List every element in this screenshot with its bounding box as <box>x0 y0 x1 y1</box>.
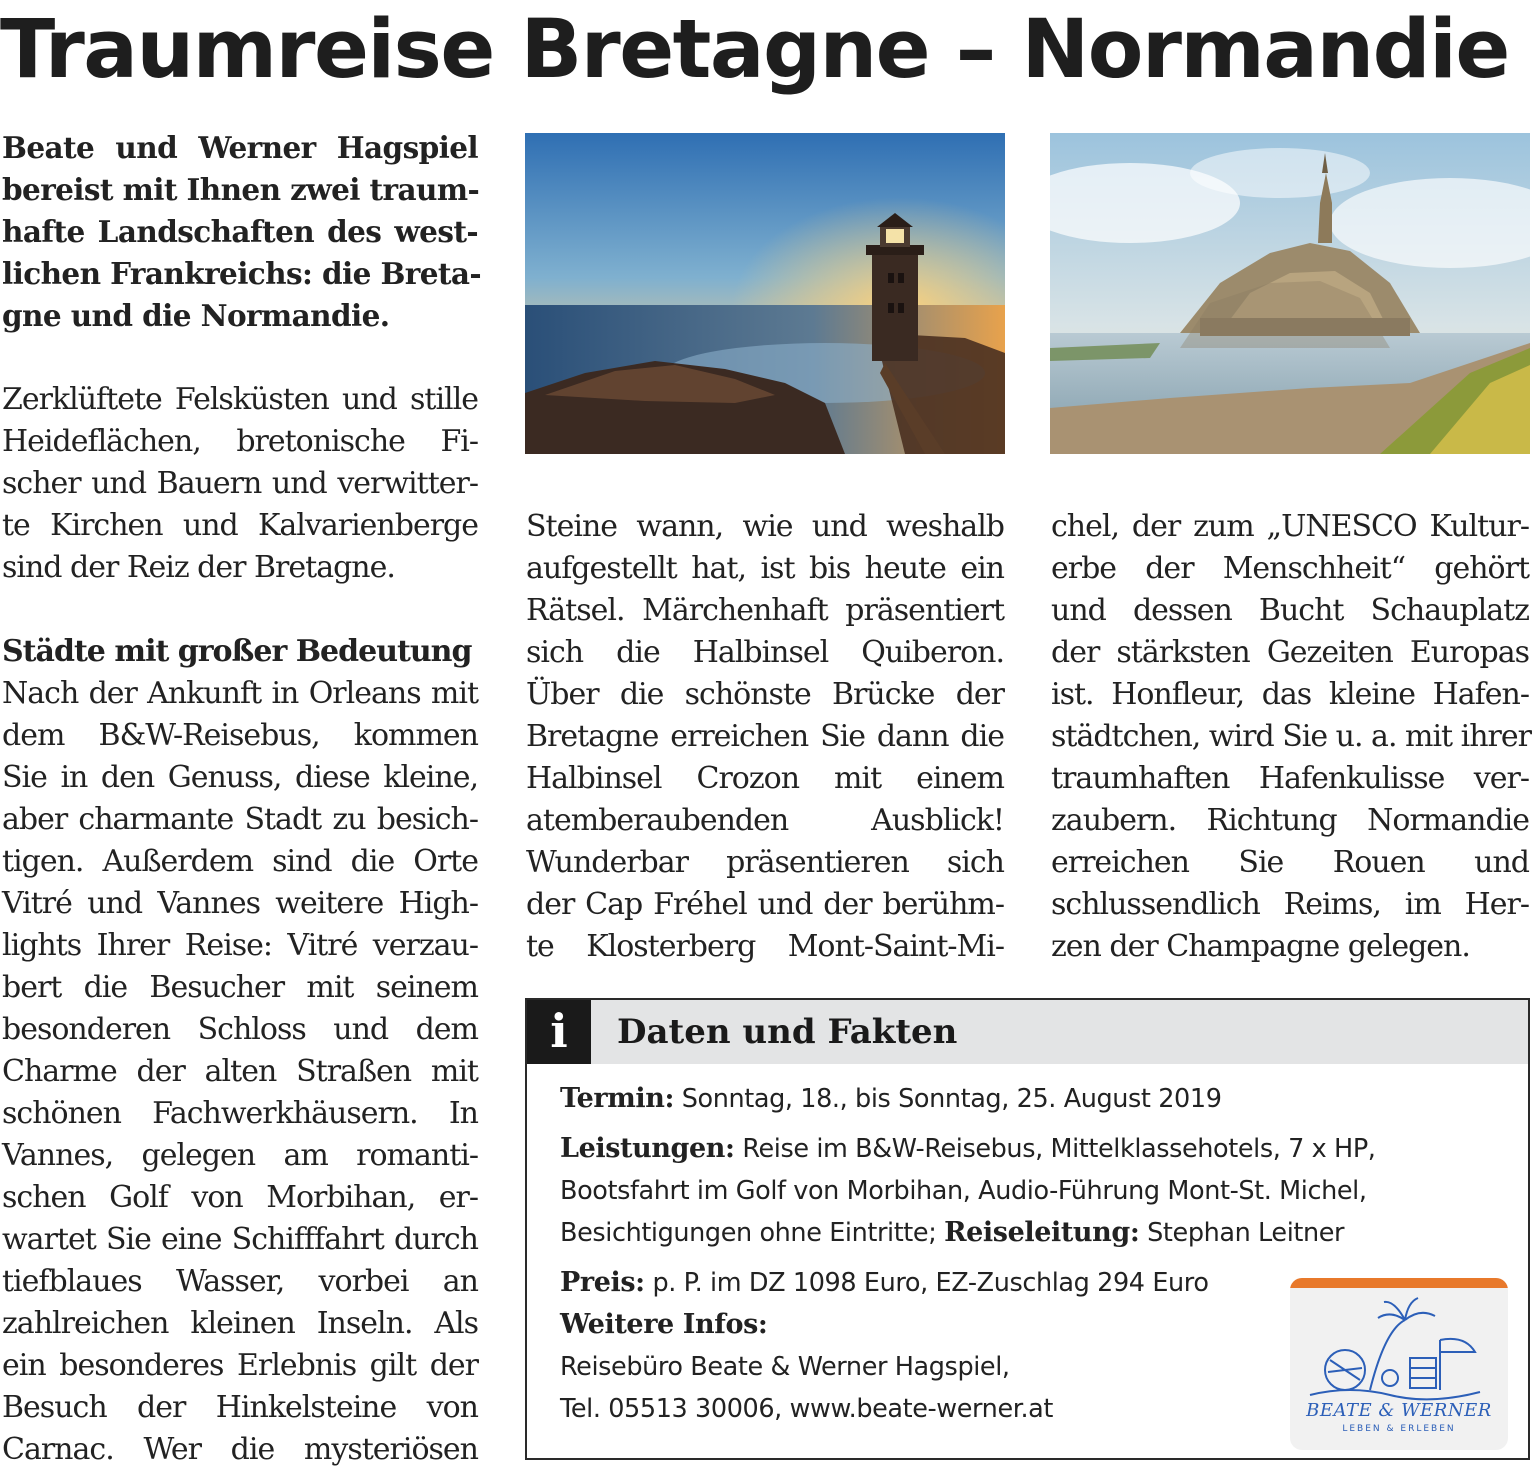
body-line: Halbinsel Crozon mit einem <box>526 761 1004 796</box>
body-line: ein besonderes Erlebnis gilt der <box>2 1348 478 1383</box>
body-line: städtchen, wird Sie u. a. mit ihrer <box>1051 719 1531 754</box>
body-line: lights Ihrer Reise: Vitré verzau- <box>2 928 478 963</box>
body-line: Wunderbar präsentieren sich <box>526 845 1004 880</box>
termin-value: Sonntag, 18., bis Sonntag, 25. August 2019 <box>674 1084 1222 1114</box>
body-line: erbe der Menschheit“ gehört <box>1051 551 1529 586</box>
body-line: Zerklüftete Felsküsten und stille <box>2 382 478 417</box>
facts-leistungen <box>560 1128 1520 1170</box>
lead-line: hafte Landschaften des west- <box>2 214 478 249</box>
body-line: traumhaften Hafenkulisse ver- <box>1051 761 1529 796</box>
body-line: der stärksten Gezeiten Europas <box>1051 635 1529 670</box>
body-line: te Klosterberg Mont-Saint-Mi- <box>526 929 1004 964</box>
termin-label: Termin: <box>560 1083 675 1114</box>
body-line: Steine wann, wie und weshalb <box>526 509 1004 544</box>
logo-tagline: LEBEN & ERLEBEN <box>1342 1424 1456 1434</box>
body-line: tiefblaues Wasser, vorbei an <box>2 1264 478 1299</box>
body-line: Rätsel. Märchenhaft präsentiert <box>526 593 1004 628</box>
column-1 <box>2 127 482 1471</box>
body-line: scher und Bauern und verwitter- <box>2 466 478 501</box>
body-line: zaubern. Richtung Normandie <box>1051 803 1529 838</box>
body-line: Vannes, gelegen am romanti- <box>2 1138 478 1173</box>
body-line: und dessen Bucht Schauplatz <box>1051 593 1529 628</box>
body-line: aufgestellt hat, ist bis heute ein <box>526 551 1004 586</box>
body-line: Sie in den Genuss, diese kleine, <box>2 760 478 795</box>
section-subheading: Städte mit großer Bedeutung <box>2 634 472 669</box>
body-line: ist. Honfleur, das kleine Hafen- <box>1051 677 1529 712</box>
article-title: Traumreise Bretagne – Normandie <box>0 3 1509 97</box>
lead-line: gne und die Normandie. <box>2 298 390 333</box>
column-2 <box>526 506 1004 968</box>
leistungen-label: Leistungen: <box>560 1133 735 1164</box>
body-line: besonderen Schloss und dem <box>2 1012 478 1047</box>
body-line: sind der Reiz der Bretagne. <box>2 550 395 585</box>
logo-name: BEATE & WERNER <box>1306 1400 1492 1421</box>
facts-header <box>527 1000 1528 1064</box>
body-line: Charme der alten Straßen mit <box>2 1054 478 1089</box>
col1-body <box>2 673 478 1471</box>
reiseleitung-value: Stephan Leitner <box>1139 1218 1345 1248</box>
body-line: dem B&W-Reisebus, kommen <box>2 718 478 753</box>
beach-illustration-icon <box>1290 1290 1508 1410</box>
body-line: Heideflächen, bretonische Fi- <box>2 424 478 459</box>
leistungen-line: Besichtigungen ohne Eintritte; <box>560 1218 945 1248</box>
facts-termin <box>560 1078 1520 1120</box>
logo-accent-stripe <box>1290 1278 1508 1288</box>
body-line: atemberaubenden Ausblick! <box>526 803 1004 838</box>
body-line: bert die Besucher mit seinem <box>2 970 478 1005</box>
body-line: tigen. Außerdem sind die Orte <box>2 844 478 879</box>
infos-contact: Tel. 05513 30006, www.beate-werner.at <box>560 1394 1054 1424</box>
lighthouse-photo <box>525 133 1005 454</box>
body-line: aber charmante Stadt zu besich- <box>2 802 478 837</box>
leistungen-value: Reise im B&W-Reisebus, Mittelklassehotels, 7 x HP, <box>734 1134 1376 1164</box>
infos-address: Reisebüro Beate & Werner Hagspiel, <box>560 1352 1010 1382</box>
reiseleitung-label: Reiseleitung: <box>944 1217 1140 1248</box>
facts-heading: Daten und Fakten <box>617 1012 958 1052</box>
body-line: Besuch der Hinkelsteine von <box>2 1390 478 1425</box>
body-line: Nach der Ankunft in Orleans mit <box>2 676 478 711</box>
leistungen-line: Bootsfahrt im Golf von Morbihan, Audio-Führung Mont-St. Michel, <box>560 1176 1367 1206</box>
infos-label: Weitere Infos: <box>560 1309 768 1340</box>
preis-label: Preis: <box>560 1267 645 1298</box>
lead-paragraph <box>2 127 482 337</box>
body-line: schlussendlich Reims, im Her- <box>1051 887 1529 922</box>
body-line: wartet Sie eine Schifffahrt durch <box>2 1222 478 1257</box>
body-line: Vitré und Vannes weitere High- <box>2 886 478 921</box>
body-line: te Kirchen und Kalvarienberge <box>2 508 478 543</box>
body-line: schönen Fachwerkhäusern. In <box>2 1096 478 1131</box>
facts-leistungen-reiseleitung <box>560 1212 1520 1254</box>
beate-werner-logo <box>1290 1278 1508 1450</box>
body-line: erreichen Sie Rouen und <box>1051 845 1529 880</box>
intro-paragraph <box>2 379 478 589</box>
info-icon: i <box>527 1000 591 1064</box>
column-3 <box>1051 506 1529 968</box>
body-line: zahlreichen kleinen Inseln. Als <box>2 1306 478 1341</box>
body-line: der Cap Fréhel und der berühm- <box>526 887 1004 922</box>
lead-line: bereist mit Ihnen zwei traum- <box>2 172 480 207</box>
body-line: chel, der zum „UNESCO Kultur- <box>1051 509 1529 544</box>
mont-saint-michel-photo <box>1050 133 1530 454</box>
body-line: schen Golf von Morbihan, er- <box>2 1180 478 1215</box>
body-line: Carnac. Wer die mysteriösen <box>2 1432 478 1467</box>
body-line: Über die schönste Brücke der <box>526 677 1004 712</box>
lead-line: Beate und Werner Hagspiel <box>2 130 478 165</box>
lead-line: lichen Frankreichs: die Breta- <box>2 256 482 291</box>
preis-value: p. P. im DZ 1098 Euro, EZ-Zuschlag 294 Euro <box>644 1268 1209 1298</box>
body-line: Bretagne erreichen Sie dann die <box>526 719 1004 754</box>
body-line: zen der Champagne gelegen. <box>1051 929 1470 964</box>
body-line: sich die Halbinsel Quiberon. <box>526 635 1004 670</box>
